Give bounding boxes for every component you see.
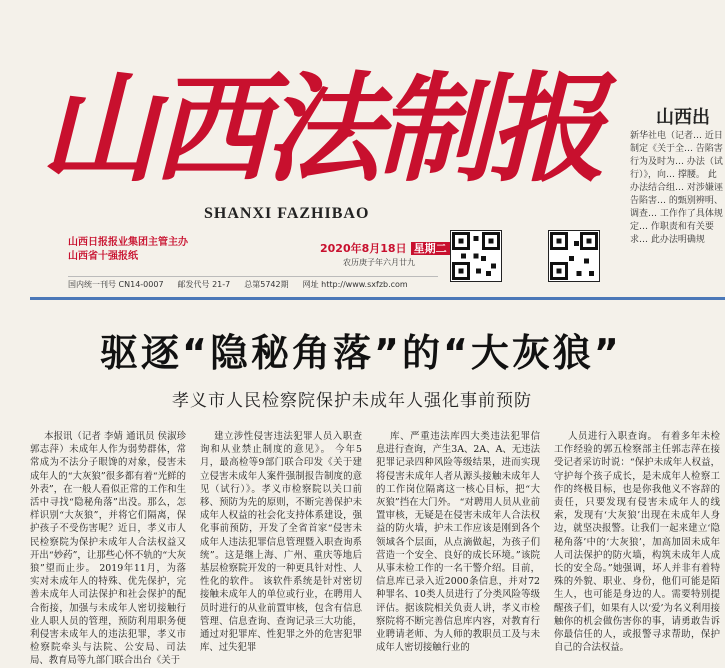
cn-number: 国内统一刊号 CN14-0007 — [68, 280, 164, 289]
article-column-3-text: 库、严重违法库四大类违法犯罪信息进行查询，产生3A、2A、A、无违法犯罪记录四种风险等级结果，进而实现将侵害未成年人者从源头接触未成年人的工作岗位隔离这一核心目标，把“大灰狼”挡在大门外。 “对聘用人员从业前置审核，无疑是在侵害未成年人合法权益的防火墙，护未工作应该是刚到各个领域各个层面，从点滴做起，为孩子们营造一个安全、良好的成长环境。”该院从事未检工作的一名干警介绍。目前，信息库已录入近2000条信息，并对72种罪名、10类人员进行了分类风险等级评估。据该院相关负责人讲，孝义市检察院将不断完善信息库内容，对教育行业聘请老师、为人师的教职员工及与未成年人密切接触行业的 — [376, 431, 540, 654]
article-headline: 驱逐“隐秘角落”的“大灰狼” — [100, 331, 622, 375]
publication-info-bar — [68, 276, 438, 293]
publisher-line-2: 山西省十强报纸 — [68, 251, 138, 262]
qr-code-icon[interactable] — [450, 230, 502, 282]
postal-code: 邮发代号 21-7 — [177, 280, 231, 289]
article-column-3 — [376, 430, 540, 654]
issue-date — [320, 240, 450, 256]
right-column-text: 新华社电（记者… 近日制定《关于全… 告陷害行为及时为… 办法（试行）》，向… 撑腰。 此办法结合组… 对涉嫌诬告陷害… 的甄别辨明、调查… 工作作了具体规定… 作职责和有关要求… 此办法明确规 — [630, 131, 723, 245]
article-column-2-text: 建立涉性侵害违法犯罪人员入职查询和从业禁止制度的意见》。 今年5月，最高检等9部门联合印发《关于建立侵害未成年人案件强制报告制度的意见（试行）》。孝义市检察院以关口前移、预防为先的原则，不断完善保护未成年人权益的社会化支持体系建设，强化事前预防，开发了全省首家“侵害未成年人违法犯罪信息管理暨入职查询系统”。这是继上海、广州、重庆等地后基层检察院开发的一种更具针对性、人性化的软件。 该软件系统是针对密切接触未成年人的单位或行业，在聘用人员时进行的从业前置审核，包含有信息管理、信息查询、查询记录三大功能，通过对犯罪库、性犯罪之外的危害犯罪库、过失犯罪 — [200, 431, 362, 654]
article-body — [30, 430, 725, 667]
publisher-line-1: 山西日报报业集团主管主办 — [68, 237, 188, 248]
qr-code-icon-2[interactable] — [548, 230, 600, 282]
masthead-logo — [40, 20, 601, 200]
masthead-pinyin: SHANXI FAZHIBAO — [204, 205, 370, 222]
masthead — [40, 20, 601, 200]
article-column-1 — [30, 430, 186, 667]
article-column-4-text: 人员进行入职查询。 有着多年未检工作经验的郭五检察部主任郭志萍在接受记者采访时说：“保护未成年人权益，守护每个孩子成长，是未成年人检察工作的终极目标，也是你我他义不容辞的责任，只要发现有侵害未成年人的线索，发现有‘大灰狼’出现在未成年人身边，就坚决报警。让我们一起来建立‘隐秘角落’中的‘大灰狼’，加高加固未成年人司法保护的防火墙，构筑未成年人成长的安全岛。”她强调，坏人并非有着特殊的外貌、职业、身份，他们可能是陌生人，也可能是身边的人。需要特别提醒孩子们，如果有人以‘爱’为名义利用接触你的机会做伤害你的事，请勇敢告诉你最信任的人，或报警寻求帮助，保护自己的合法权益。 — [554, 431, 720, 654]
masthead-logo-text: 山西法制报 — [40, 59, 601, 198]
masthead-divider — [30, 297, 725, 300]
publisher-info — [68, 236, 188, 264]
right-column-headline: 山西出 — [656, 107, 710, 128]
issue-date-text: 2020年8月18日 — [320, 242, 407, 255]
article-column-2 — [200, 430, 362, 654]
lunar-date: 农历庚子年六月廿九 — [343, 258, 415, 267]
article-column-1-text: 本报讯（记者 李婧 通讯员 侯淑珍 郭志萍）未成年人作为弱势群体，常常成为不法分子眼馋的对象，侵害未成年人的“大灰狼”很多都有着“光鲜的外表”，在一般人看似正常的工作和生活中寻找“隐秘角落”出没。那么，怎样识别“大灰狼”，并将它们隔离，保护孩子不受伤害呢？近日，孝义市人民检察院为保护未成年人合法权益又开出“妙药”，让那些心怀不轨的“大灰狼”望而止步。 2019年11月，为落实对未成年人的特殊、优先保护，完善未成年人司法保护和社会保护的配合衔接，加强与未成年人密切接触行业人职人员的管理，预防利用职务便利侵害未成年人的违法犯罪，孝义市检察院牵头与法院、公安局、司法局、教育局等九部门联合出台《关于 — [30, 431, 186, 667]
issue-weekday: 星期二 — [411, 242, 450, 255]
article-column-4 — [554, 430, 720, 654]
article-subhead: 孝义市人民检察院保护未成年人强化事前预防 — [172, 391, 532, 411]
website[interactable]: 网址 http://www.sxfzb.com — [302, 280, 408, 289]
issue-number: 总第5742期 — [244, 280, 289, 289]
